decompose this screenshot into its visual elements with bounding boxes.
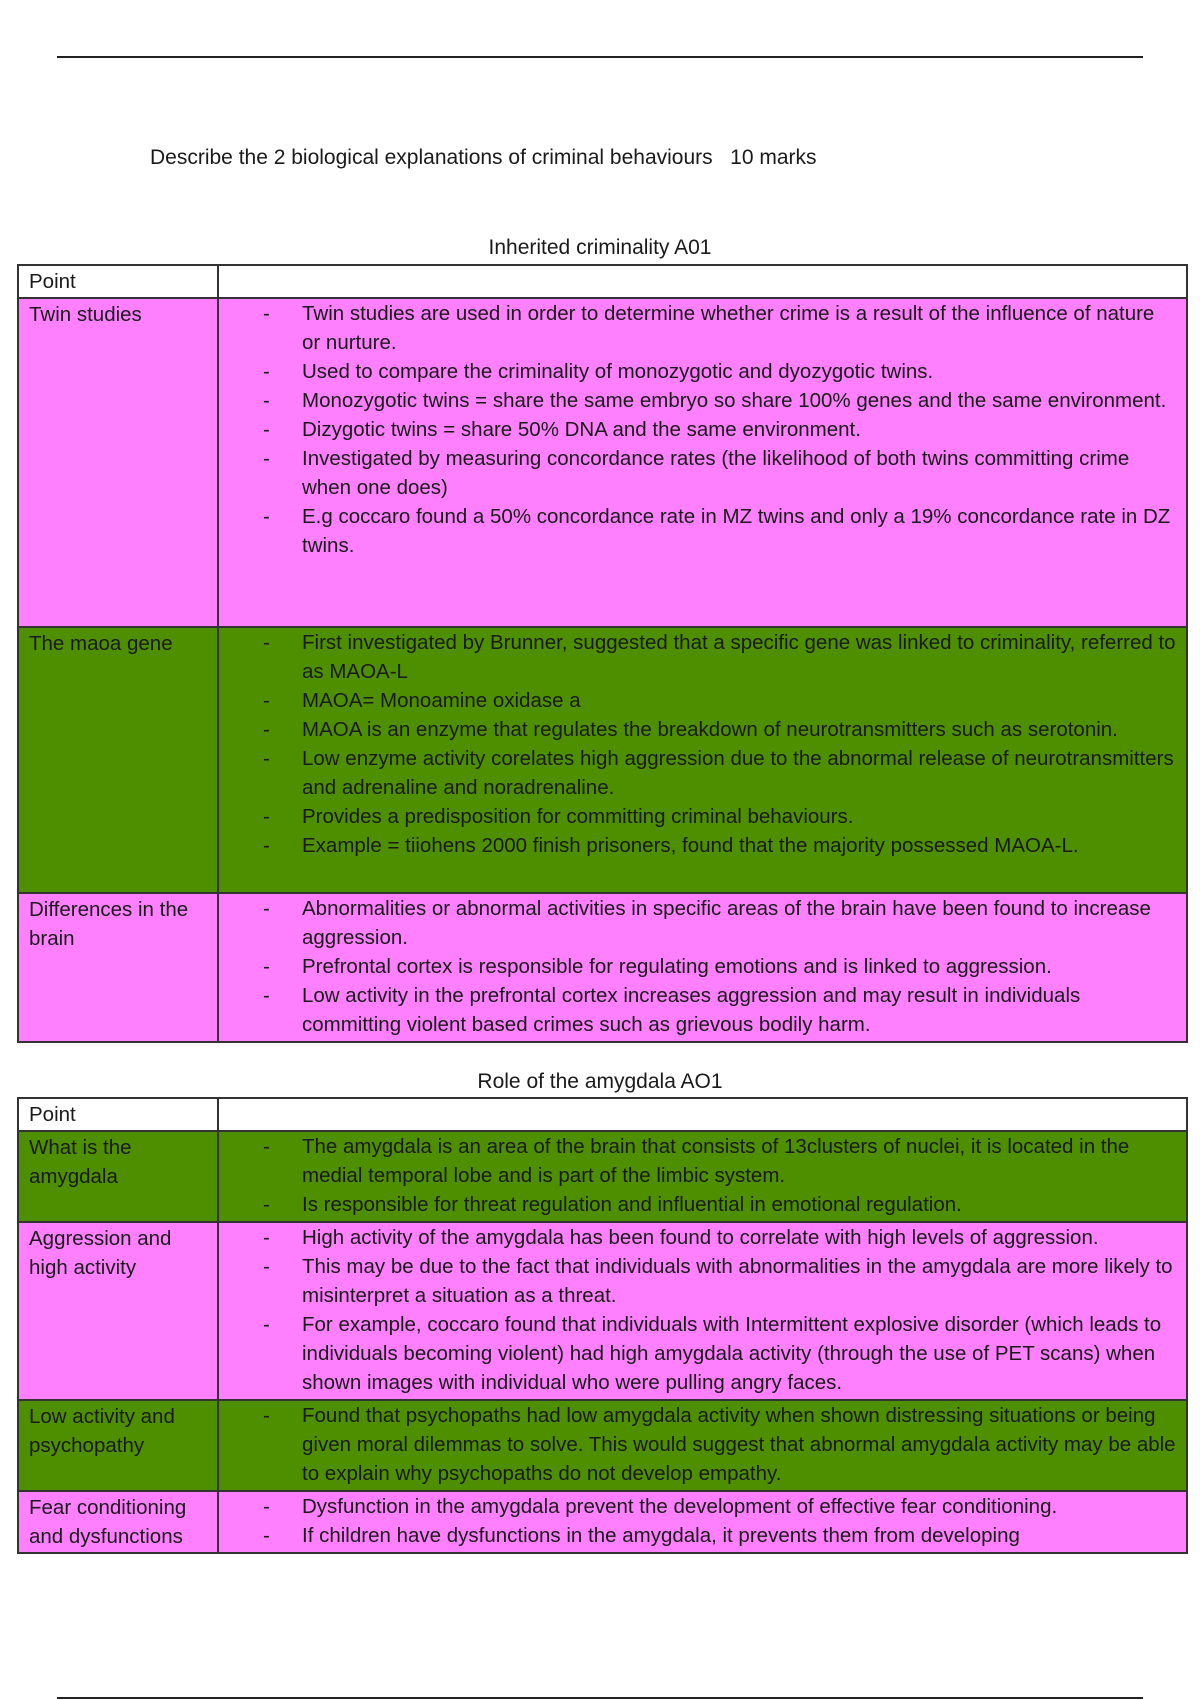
point-label: Low activity and psychopathy bbox=[18, 1400, 218, 1491]
point-details bbox=[218, 627, 1187, 893]
bullet-item: - Prefrontal cortex is responsible for regulating emotions and is linked to aggression. bbox=[219, 952, 1176, 981]
point-label: Aggression and high activity bbox=[18, 1222, 218, 1400]
bullet-item: - For example, coccaro found that individuals with Intermittent explosive disorder (which leads to individuals becoming violent) had high amygdala activity (through the use of PET scans) when shown images with individual who were pulling angry faces. bbox=[219, 1310, 1176, 1397]
bullet-item: - If children have dysfunctions in the amygdala, it prevents them from developing bbox=[219, 1521, 1176, 1550]
bullet-item: - Is responsible for threat regulation and influential in emotional regulation. bbox=[219, 1190, 1176, 1219]
table-row-what-is-amygdala bbox=[18, 1131, 1187, 1222]
point-details bbox=[218, 1400, 1187, 1491]
header-rule bbox=[57, 56, 1143, 58]
bullet-item: - Monozygotic twins = share the same embryo so share 100% genes and the same environment. bbox=[219, 386, 1176, 415]
point-header: Point bbox=[18, 1098, 218, 1131]
bullet-item: - This may be due to the fact that individuals with abnormalities in the amygdala are more likely to misinterpret a situation as a threat. bbox=[219, 1252, 1176, 1310]
table-row-maoa-gene bbox=[18, 627, 1187, 893]
bullet-item: - Twin studies are used in order to determine whether crime is a result of the influence of nature or nurture. bbox=[219, 299, 1176, 357]
point-label: Twin studies bbox=[18, 298, 218, 627]
bullet-item: - MAOA= Monoamine oxidase a bbox=[219, 686, 1176, 715]
bullet-item: - The amygdala is an area of the brain that consists of 13clusters of nuclei, it is located in the medial temporal lobe and is part of the limbic system. bbox=[219, 1132, 1176, 1190]
bullet-item: - E.g coccaro found a 50% concordance rate in MZ twins and only a 19% concordance rate in DZ twins. bbox=[219, 502, 1176, 560]
content-header bbox=[218, 265, 1187, 298]
inherited-criminality-table bbox=[17, 264, 1188, 1043]
section-title-amygdala: Role of the amygdala AO1 bbox=[477, 1070, 723, 1093]
footer-rule bbox=[57, 1697, 1143, 1699]
table-row-low-activity-psychopathy bbox=[18, 1400, 1187, 1491]
table-row-aggression-high-activity bbox=[18, 1222, 1187, 1400]
point-label: What is the amygdala bbox=[18, 1131, 218, 1222]
bullet-item: - Used to compare the criminality of monozygotic and dyozygotic twins. bbox=[219, 357, 1176, 386]
point-details bbox=[218, 1491, 1187, 1553]
point-label: Differences in the brain bbox=[18, 893, 218, 1042]
table-row-fear-conditioning bbox=[18, 1491, 1187, 1553]
bullet-item: - Dysfunction in the amygdala prevent the development of effective fear conditioning. bbox=[219, 1492, 1176, 1521]
bullet-item: - High activity of the amygdala has been found to correlate with high levels of aggression. bbox=[219, 1223, 1176, 1252]
bullet-item: - Investigated by measuring concordance rates (the likelihood of both twins committing crime when one does) bbox=[219, 444, 1176, 502]
table-header-row bbox=[18, 1098, 1187, 1131]
point-details bbox=[218, 1131, 1187, 1222]
bullet-item: - Example = tiiohens 2000 finish prisoners, found that the majority possessed MAOA-L. bbox=[219, 831, 1176, 860]
bullet-item: - MAOA is an enzyme that regulates the breakdown of neurotransmitters such as serotonin. bbox=[219, 715, 1176, 744]
bullet-item: - First investigated by Brunner, suggested that a specific gene was linked to criminality, referred to as MAOA-L bbox=[219, 628, 1176, 686]
bullet-item: - Low activity in the prefrontal cortex increases aggression and may result in individuals committing violent based crimes such as grievous bodily harm. bbox=[219, 981, 1176, 1039]
table-row-twin-studies bbox=[18, 298, 1187, 627]
section-title-inherited-criminality: Inherited criminality A01 bbox=[488, 236, 712, 259]
point-label: Fear conditioning and dysfunctions bbox=[18, 1491, 218, 1553]
bullet-item: - Found that psychopaths had low amygdala activity when shown distressing situations or being given moral dilemmas to solve. This would suggest that abnormal amygdala activity may be able to explain why psychopaths do not develop empathy. bbox=[219, 1401, 1176, 1488]
point-header: Point bbox=[18, 265, 218, 298]
question-text: Describe the 2 biological explanations of criminal behaviours 10 marks bbox=[150, 146, 817, 169]
table-header-row bbox=[18, 265, 1187, 298]
amygdala-table bbox=[17, 1097, 1188, 1554]
table-row-brain-differences bbox=[18, 893, 1187, 1042]
bullet-item: - Provides a predisposition for committing criminal behaviours. bbox=[219, 802, 1176, 831]
point-details bbox=[218, 1222, 1187, 1400]
point-label: The maoa gene bbox=[18, 627, 218, 893]
content-header bbox=[218, 1098, 1187, 1131]
point-details bbox=[218, 298, 1187, 627]
bullet-item: - Abnormalities or abnormal activities in specific areas of the brain have been found to increase aggression. bbox=[219, 894, 1176, 952]
bullet-item: - Dizygotic twins = share 50% DNA and the same environment. bbox=[219, 415, 1176, 444]
bullet-item: - Low enzyme activity corelates high aggression due to the abnormal release of neurotransmitters and adrenaline and noradrenaline. bbox=[219, 744, 1176, 802]
point-details bbox=[218, 893, 1187, 1042]
